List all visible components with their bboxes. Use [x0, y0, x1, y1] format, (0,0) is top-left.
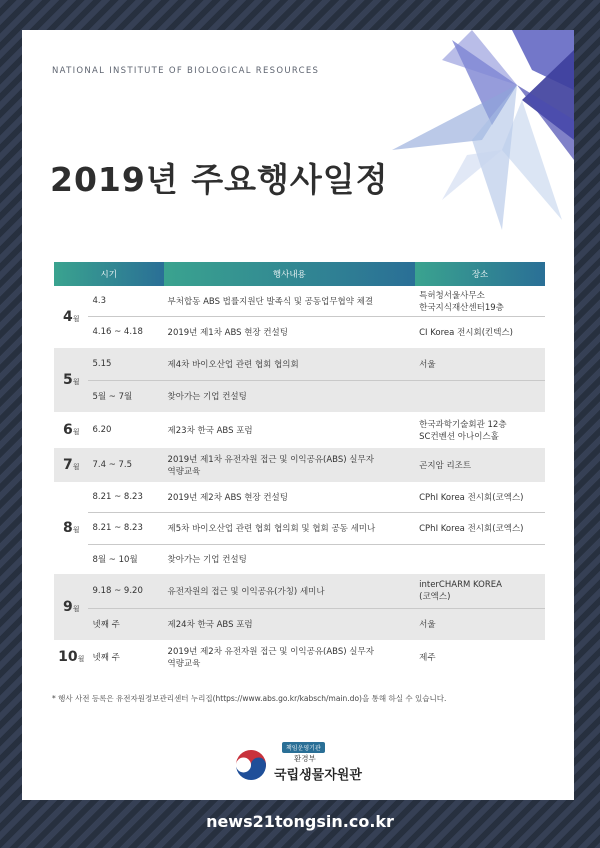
- header-event: 행사내용: [164, 262, 416, 286]
- place-cell: 서울: [415, 608, 545, 640]
- table-row: [54, 286, 545, 316]
- place-cell: [415, 544, 545, 574]
- event-cell: 유전자원의 접근 및 이익공유(가칭) 세미나: [164, 574, 416, 608]
- date-cell: 8월 ~ 10월: [88, 544, 163, 574]
- ministry-name: 환경부: [294, 754, 316, 763]
- month-cell: 9월: [54, 574, 88, 640]
- date-cell: 4.3: [88, 286, 163, 316]
- event-cell: 제4차 바이오산업 관련 협회 협의회: [164, 348, 416, 380]
- month-cell: 4월: [54, 286, 88, 348]
- event-cell: 부처합동 ABS 법률지원단 발족식 및 공동업무협약 체결: [164, 286, 416, 316]
- table-row: [54, 608, 545, 640]
- institute-logo: [234, 742, 374, 792]
- table-row: [54, 482, 545, 512]
- date-cell: 5월 ~ 7월: [88, 380, 163, 412]
- agency-tag: 책임운영기관: [282, 742, 325, 753]
- table-row: [54, 448, 545, 482]
- place-cell: interCHARM KOREA (코엑스): [415, 574, 545, 608]
- footer-watermark: news21tongsin.co.kr: [206, 812, 394, 831]
- place-cell: [415, 380, 545, 412]
- event-cell: 2019년 제2차 ABS 현장 컨설팅: [164, 482, 416, 512]
- table-row: [54, 316, 545, 348]
- table-row: [54, 574, 545, 608]
- table-row: [54, 512, 545, 544]
- schedule-table: [54, 262, 545, 674]
- month-cell: 5월: [54, 348, 88, 412]
- table-row: [54, 412, 545, 448]
- date-cell: 넷째 주: [88, 608, 163, 640]
- event-cell: 찾아가는 기업 컨설팅: [164, 380, 416, 412]
- table-row: [54, 348, 545, 380]
- date-cell: 8.21 ~ 8.23: [88, 512, 163, 544]
- place-cell: 제주: [415, 640, 545, 674]
- place-cell: CPhI Korea 전시회(코엑스): [415, 512, 545, 544]
- date-cell: 7.4 ~ 7.5: [88, 448, 163, 482]
- event-cell: 2019년 제2차 유전자원 접근 및 이익공유(ABS) 실무자 역량교육: [164, 640, 416, 674]
- org-name-english: NATIONAL INSTITUTE OF BIOLOGICAL RESOURCES: [52, 66, 320, 76]
- event-cell: 2019년 제1차 ABS 현장 컨설팅: [164, 316, 416, 348]
- month-cell: 8월: [54, 482, 88, 574]
- place-cell: 특허청서울사무소 한국지식재산센터19층: [415, 286, 545, 316]
- place-cell: 곤지암 리조트: [415, 448, 545, 482]
- table-row: [54, 640, 545, 674]
- place-cell: CPhI Korea 전시회(코엑스): [415, 482, 545, 512]
- table-row: [54, 544, 545, 574]
- date-cell: 8.21 ~ 8.23: [88, 482, 163, 512]
- event-cell: 2019년 제1차 유전자원 접근 및 이익공유(ABS) 실무자 역량교육: [164, 448, 416, 482]
- month-cell: 6월: [54, 412, 88, 448]
- place-cell: 서울: [415, 348, 545, 380]
- month-cell: 7월: [54, 448, 88, 482]
- event-cell: 제23차 한국 ABS 포럼: [164, 412, 416, 448]
- header-period: 시기: [54, 262, 164, 286]
- government-emblem-icon: [234, 748, 268, 782]
- institute-name: 국립생물자원관: [274, 768, 362, 783]
- place-cell: CI Korea 전시회(킨텍스): [415, 316, 545, 348]
- date-cell: 9.18 ~ 9.20: [88, 574, 163, 608]
- registration-note: * 행사 사전 등록은 유전자원정보관리센터 누리집(https://www.abs.go.kr/kabsch/main.do)을 통해 하실 수 있습니다.: [52, 694, 447, 703]
- event-cell: 제5차 바이오산업 관련 협회 협의회 및 협회 공동 세미나: [164, 512, 416, 544]
- header-place: 장소: [415, 262, 545, 286]
- date-cell: 4.16 ~ 4.18: [88, 316, 163, 348]
- table-header-row: [54, 262, 545, 286]
- event-cell: 제24차 한국 ABS 포럼: [164, 608, 416, 640]
- page-title: 2019년 주요행사일정: [50, 160, 389, 199]
- date-cell: 넷째 주: [88, 640, 163, 674]
- month-cell: 10월: [54, 640, 88, 674]
- table-row: [54, 380, 545, 412]
- place-cell: 한국과학기술회관 12층 SC컨벤션 아나이스홀: [415, 412, 545, 448]
- date-cell: 6.20: [88, 412, 163, 448]
- event-cell: 찾아가는 기업 컨설팅: [164, 544, 416, 574]
- date-cell: 5.15: [88, 348, 163, 380]
- poster-card: [22, 30, 574, 800]
- decorative-star-graphic: [352, 30, 574, 270]
